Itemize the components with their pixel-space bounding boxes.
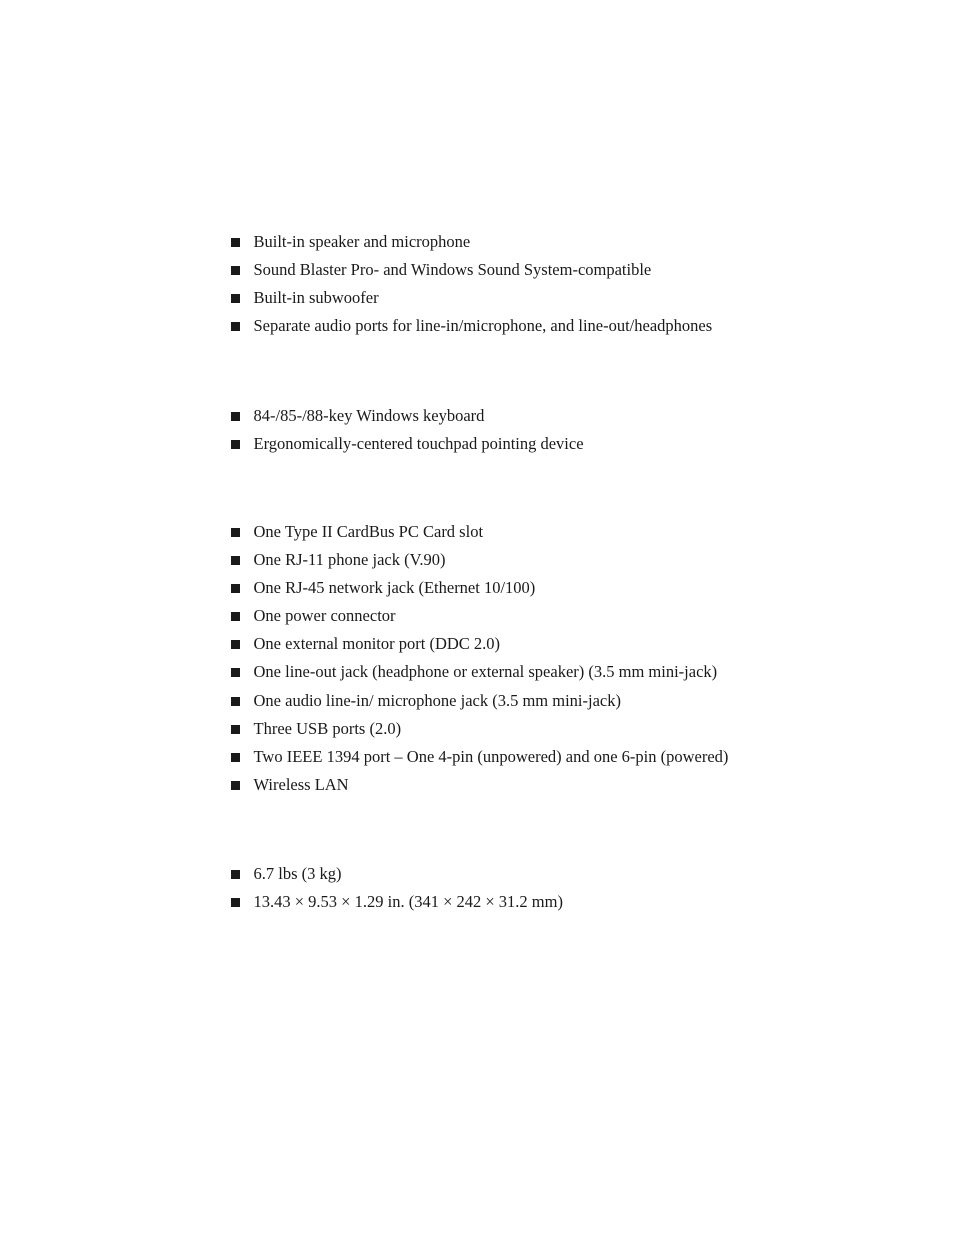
list-item bbox=[229, 518, 728, 546]
list-item-text: Sound Blaster Pro- and Windows Sound System-compatible bbox=[253, 260, 652, 280]
list-item bbox=[229, 888, 563, 916]
list-item-text: 13.43 × 9.53 × 1.29 in. (341 × 242 × 31.2 mm) bbox=[253, 892, 563, 912]
square-bullet-icon bbox=[231, 668, 240, 677]
list-item-text: Three USB ports (2.0) bbox=[253, 718, 402, 738]
list-item-text: Built-in subwoofer bbox=[253, 288, 379, 308]
square-bullet-icon bbox=[231, 612, 240, 621]
list-item bbox=[229, 602, 728, 630]
list-item-text: 6.7 lbs (3 kg) bbox=[253, 864, 342, 883]
list-item bbox=[229, 256, 712, 284]
list-item bbox=[229, 658, 728, 686]
square-bullet-icon bbox=[231, 781, 240, 790]
list-item bbox=[229, 771, 728, 799]
list-item bbox=[229, 630, 728, 658]
list-item bbox=[229, 860, 563, 888]
input-device-list bbox=[229, 402, 584, 458]
square-bullet-icon bbox=[231, 697, 240, 706]
list-item bbox=[229, 574, 728, 602]
list-item-text: One Type II CardBus PC Card slot bbox=[253, 522, 484, 541]
square-bullet-icon bbox=[231, 266, 240, 275]
square-bullet-icon bbox=[231, 238, 240, 247]
square-bullet-icon bbox=[231, 412, 240, 421]
list-item-text: Separate audio ports for line-in/microphone, and line-out/headphones bbox=[253, 316, 713, 336]
square-bullet-icon bbox=[231, 898, 240, 907]
square-bullet-icon bbox=[231, 753, 240, 762]
list-item bbox=[229, 715, 728, 743]
square-bullet-icon bbox=[231, 725, 240, 734]
square-bullet-icon bbox=[231, 584, 240, 593]
list-item bbox=[229, 687, 728, 715]
square-bullet-icon bbox=[231, 322, 240, 331]
list-item-text: Wireless LAN bbox=[253, 774, 349, 794]
square-bullet-icon bbox=[231, 294, 240, 303]
list-item-text: One external monitor port (DDC 2.0) bbox=[253, 634, 501, 654]
list-item-text: One RJ-45 network jack (Ethernet 10/100) bbox=[253, 578, 536, 598]
list-item bbox=[229, 430, 584, 458]
list-item-text: One RJ-11 phone jack (V.90) bbox=[253, 550, 446, 570]
square-bullet-icon bbox=[231, 440, 240, 449]
physical-specs-list bbox=[229, 860, 563, 916]
list-item-text: One line-out jack (headphone or external speaker) (3.5 mm mini-jack) bbox=[253, 662, 718, 682]
list-item-text: Built-in speaker and microphone bbox=[253, 232, 471, 251]
square-bullet-icon bbox=[231, 528, 240, 537]
list-item-text: One audio line-in/ microphone jack (3.5 mm mini-jack) bbox=[253, 690, 621, 710]
list-item bbox=[229, 284, 712, 312]
list-item bbox=[229, 312, 712, 340]
square-bullet-icon bbox=[231, 870, 240, 879]
list-item bbox=[229, 546, 728, 574]
list-item-text: Ergonomically-centered touchpad pointing device bbox=[253, 434, 584, 454]
list-item-text: One power connector bbox=[253, 606, 396, 626]
list-item bbox=[229, 743, 728, 771]
list-item bbox=[229, 228, 712, 256]
list-item-text: Two IEEE 1394 port – One 4-pin (unpowered) and one 6-pin (powered) bbox=[253, 746, 729, 766]
square-bullet-icon bbox=[231, 640, 240, 649]
list-item bbox=[229, 402, 584, 430]
ports-list bbox=[229, 518, 728, 799]
list-item-text: 84-/85-/88-key Windows keyboard bbox=[253, 406, 485, 425]
square-bullet-icon bbox=[231, 556, 240, 565]
audio-feature-list bbox=[229, 228, 712, 340]
